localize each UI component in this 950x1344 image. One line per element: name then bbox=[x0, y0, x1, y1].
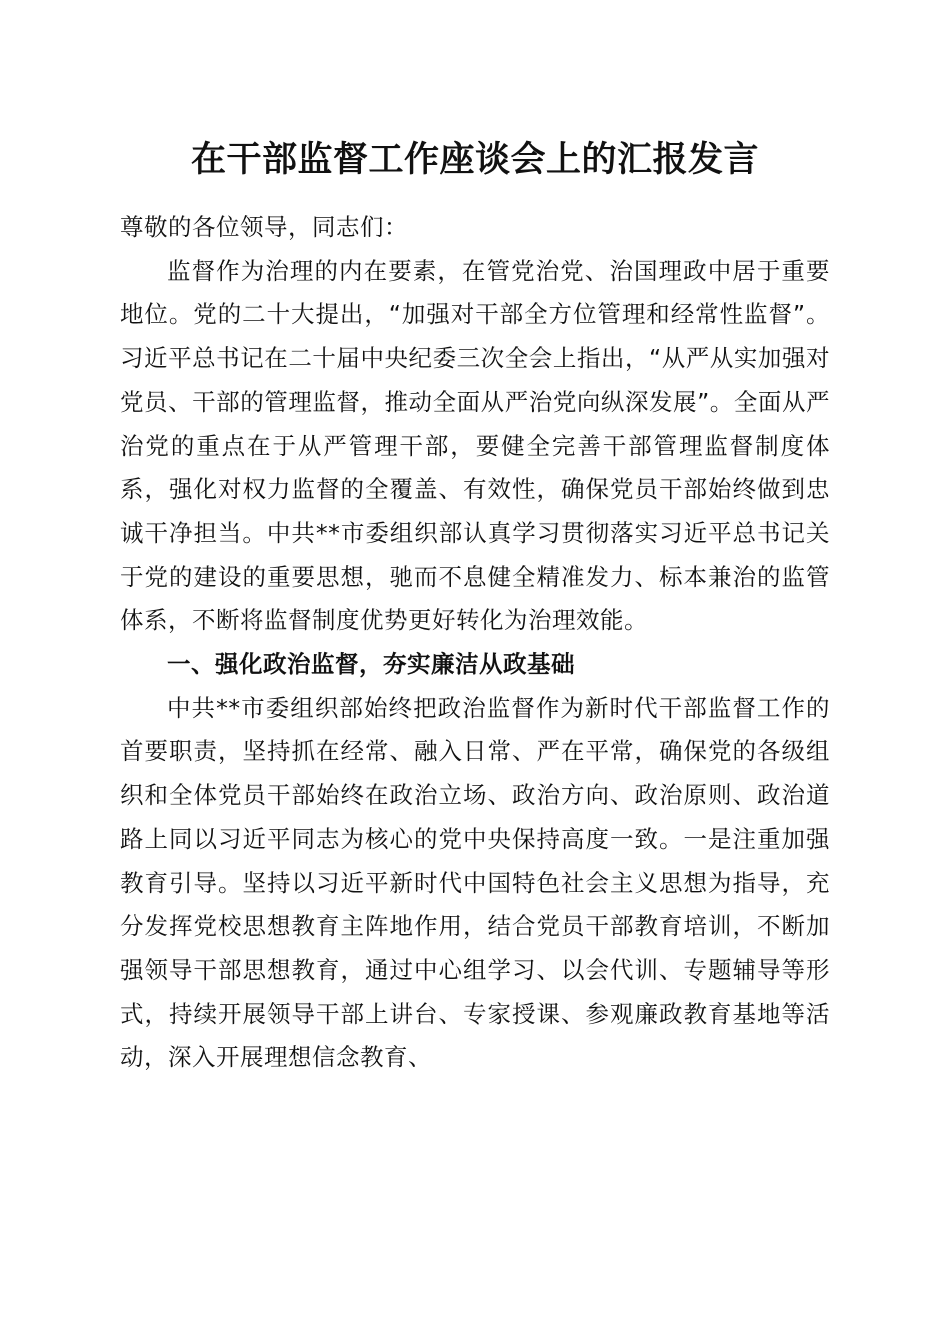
document-body bbox=[120, 206, 830, 1080]
page-title: 在干部监督工作座谈会上的汇报发言 bbox=[190, 139, 759, 180]
intro-paragraph: 监督作为治理的内在要素，在管党治党、治国理政中居于重要地位。党的二十大提出，“加强对干部全方位管理和经常性监督”。习近平总书记在二十届中央纪委三次全会上指出，“从严从实加强对党员、干部的管理监督，推动全面从严治党向纵深发展”。全面从严治党的重点在于从严管理干部，要健全完善干部管理监督制度体系，强化对权力监督的全覆盖、有效性，确保党员干部始终做到忠诚干净担当。中共**市委组织部认真学习贯彻落实习近平总书记关于党的建设的重要思想，驰而不息健全精准发力、标本兼治的监管体系，不断将监督制度优势更好转化为治理效能。 bbox=[120, 256, 830, 635]
section-paragraph: 中共**市委组织部始终把政治监督作为新时代干部监督工作的首要职责，坚持抓在经常、融入日常、严在平常，确保党的各级组织和全体党员干部始终在政治立场、政治方向、政治原则、政治道路上同以习近平同志为核心的党中央保持高度一致。一是注重加强教育引导。坚持以习近平新时代中国特色社会主义思想为指导，充分发挥党校思想教育主阵地作用，结合党员干部教育培训，不断加强领导干部思想教育，通过中心组学习、以会代训、专题辅导等形式，持续开展领导干部上讲台、专家授课、参观廉政教育基地等活动，深入开展理想信念教育、 bbox=[120, 693, 830, 1072]
salutation: 尊敬的各位领导，同志们： bbox=[120, 213, 408, 241]
section-heading: 一、强化政治监督，夯实廉洁从政基础 bbox=[167, 650, 575, 679]
